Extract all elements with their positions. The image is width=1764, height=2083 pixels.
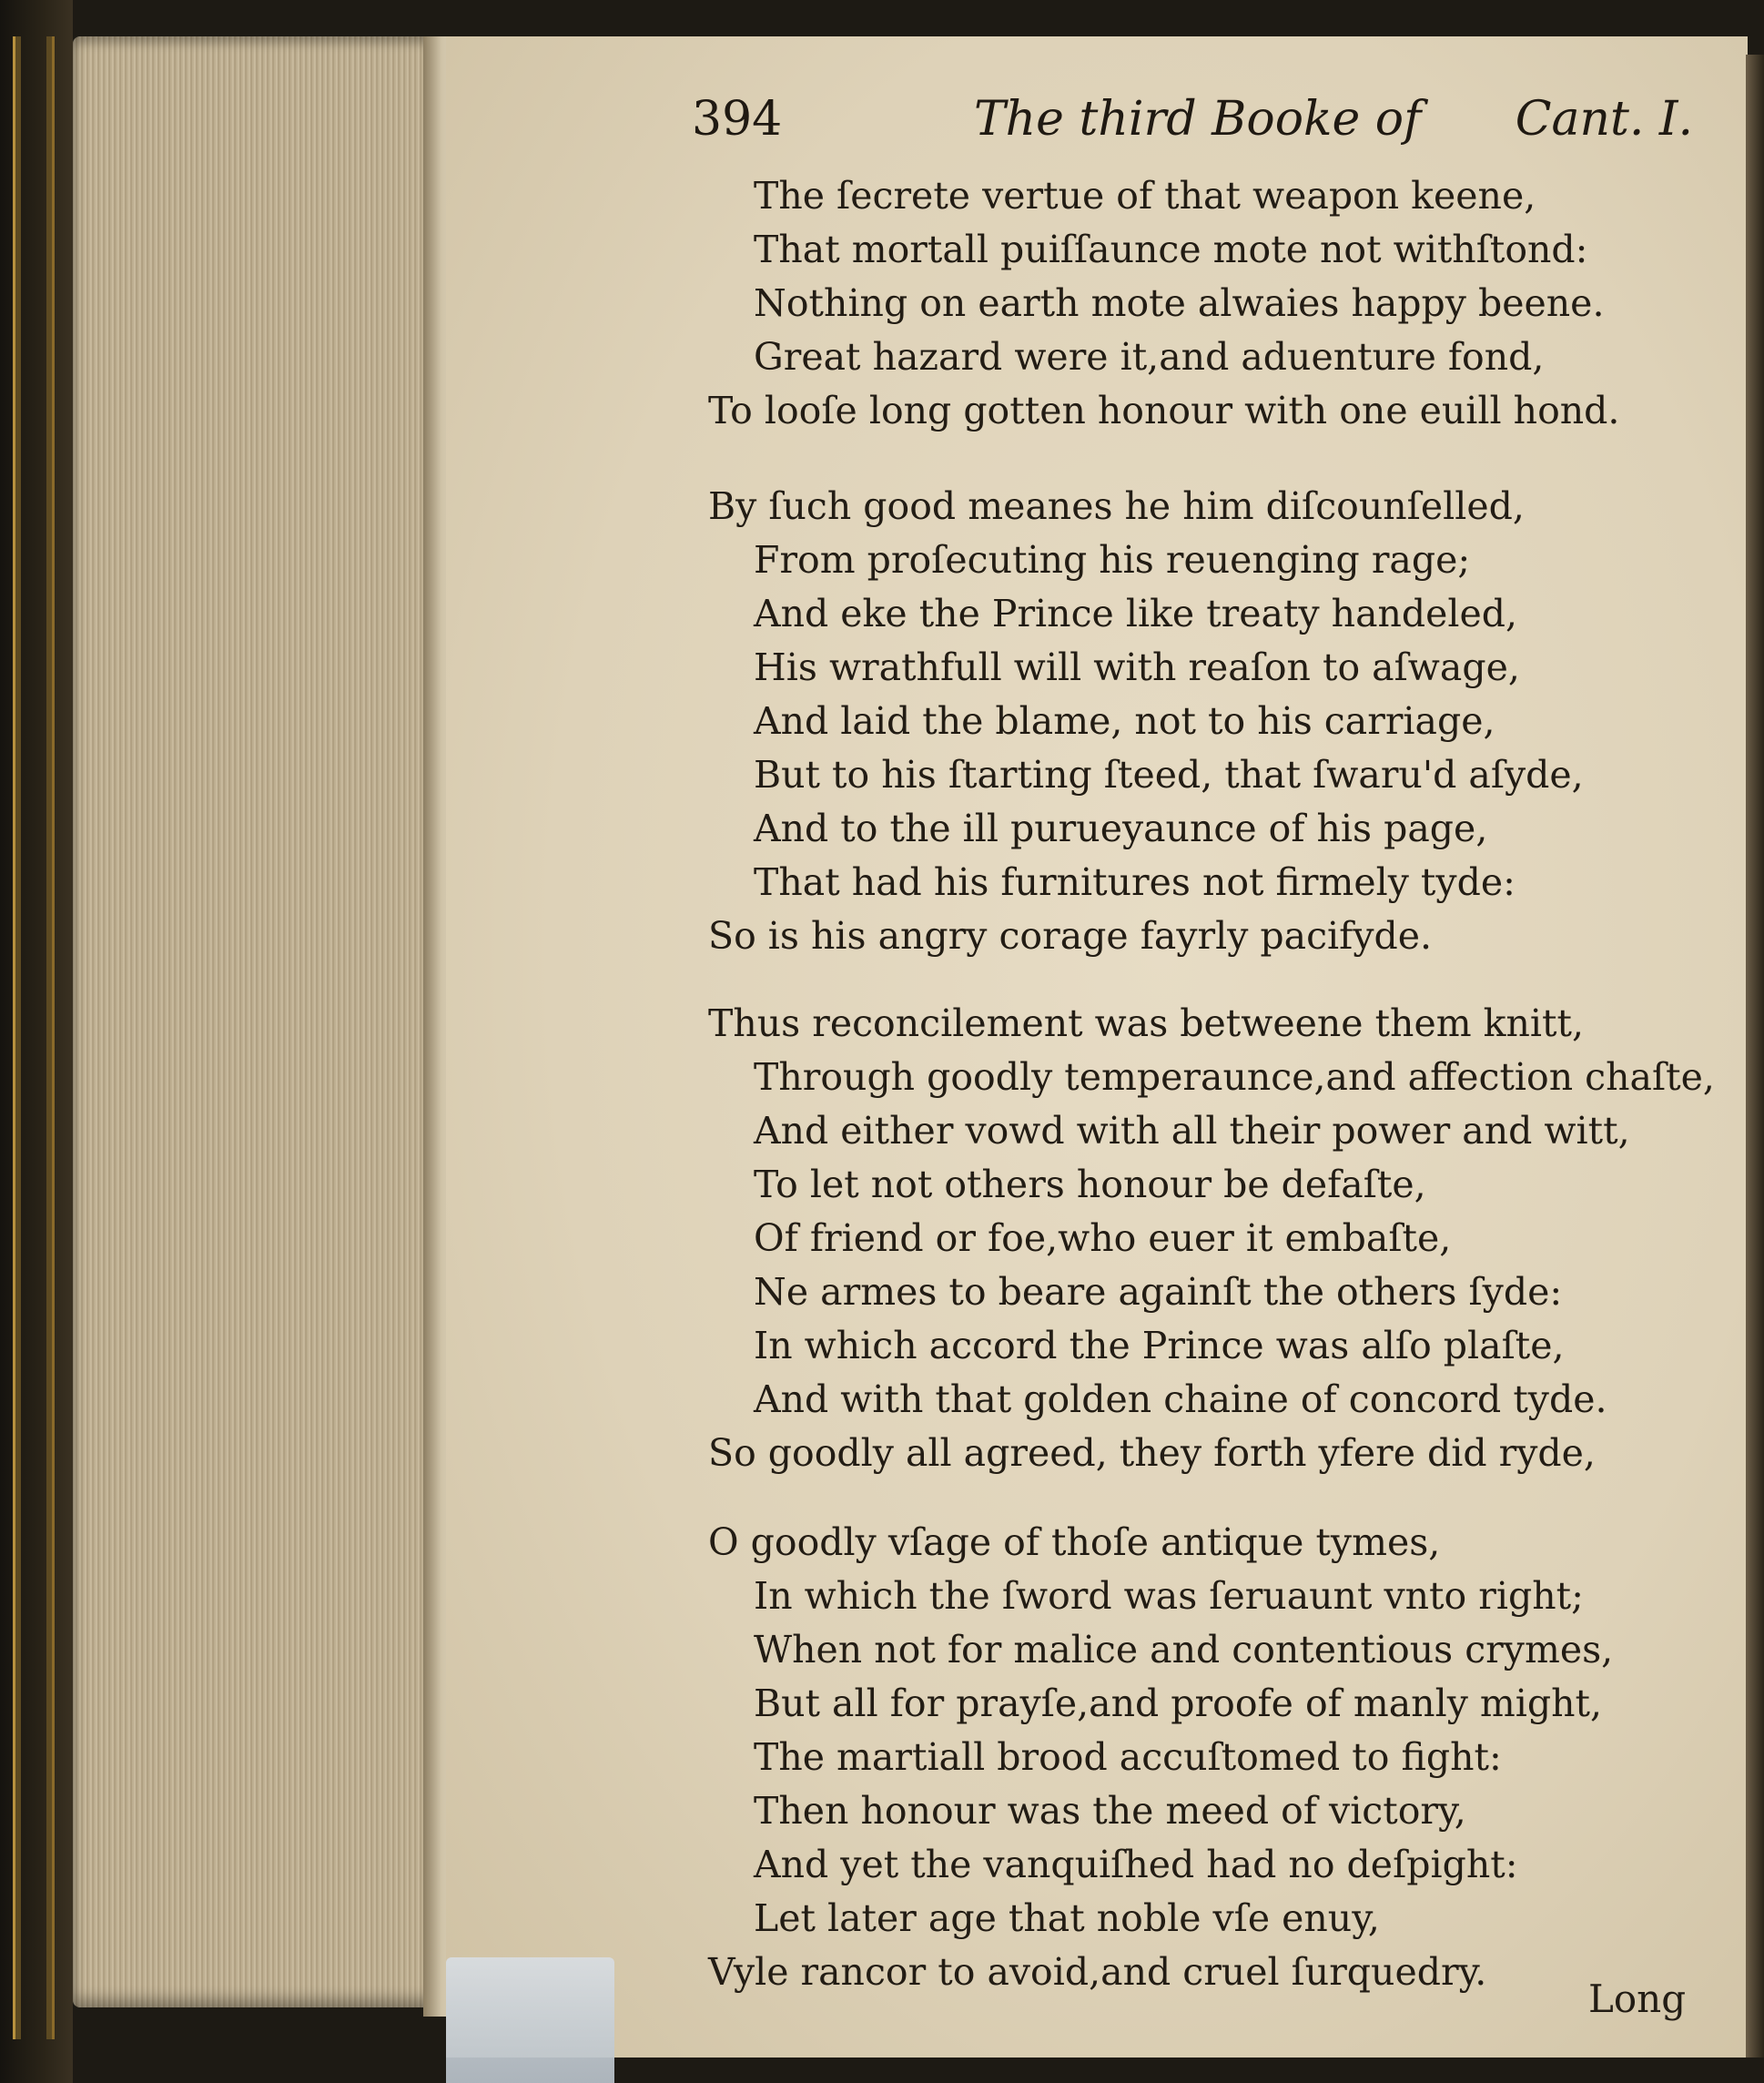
verse-line: Nothing on earth mote alwaies happy beene. (754, 281, 1605, 325)
verse-line: Thus reconcilement was betweene them knitt, (708, 1001, 1584, 1045)
verse-line: Great hazard were it,and aduenture fond, (754, 335, 1545, 379)
verse-line: His wrathfull will with reaſon to aſwage, (754, 645, 1520, 689)
verse-line: By ſuch good meanes he him diſcounſelled, (708, 484, 1525, 528)
verse-line: And to the ill purueyaunce of his page, (754, 807, 1488, 850)
verse-line: So goodly all agreed, they forth yfere did ryde, (708, 1431, 1596, 1475)
verse-line: When not for malice and contentious crymes, (754, 1628, 1614, 1671)
running-header (692, 93, 1693, 157)
verse-line: And with that golden chaine of concord tyde. (754, 1377, 1607, 1421)
book-cover-right (1746, 55, 1764, 2058)
page-edges (73, 36, 437, 2007)
verse-line: But all for prayſe,and proofe of manly might, (754, 1682, 1603, 1725)
verse-line: To let not others honour be defaſte, (754, 1163, 1426, 1206)
stanza-2 (708, 480, 1584, 963)
verse-line: O goodly vſage of thoſe antique tymes, (708, 1520, 1441, 1564)
book-cover-left (0, 0, 73, 2083)
verse-line: The ſecrete vertue of that weapon keene, (754, 174, 1536, 218)
page-number: 394 (692, 92, 783, 147)
verse-line: Ne armes to beare againſt the others ſyde: (754, 1270, 1563, 1314)
gilt-border-decoration (13, 36, 55, 2039)
verse-line: And eke the Prince like treaty handeled, (754, 592, 1518, 635)
verse-line: That had his furnitures not firmely tyde: (754, 860, 1516, 904)
verse-line: Through goodly temperaunce,and affection chaſte, (754, 1055, 1715, 1099)
stanza-3 (708, 997, 1715, 1480)
stanza-1 (708, 169, 1619, 438)
stanza-4 (708, 1516, 1613, 1999)
running-title: The third Booke of (974, 92, 1422, 147)
verse-line: So is his angry corage fayrly pacifyde. (708, 914, 1433, 958)
verse-line: Let later age that noble vſe enuy, (754, 1896, 1380, 1940)
verse-line: In which the ſword was ſeruaunt vnto right; (754, 1574, 1584, 1618)
verse-line: To looſe long gotten honour with one euill hond. (708, 389, 1620, 432)
catchword: Long (1588, 1976, 1687, 2021)
verse-line: From proſecuting his reuenging rage; (754, 538, 1471, 582)
verse-line: And laid the blame, not to his carriage, (754, 699, 1495, 743)
page-tab-marker (446, 1957, 614, 2083)
canto-label: Cant. I. (1515, 92, 1693, 147)
verse-line: Then honour was the meed of victory, (754, 1789, 1466, 1833)
verse-line: In which accord the Prince was alſo plaſte, (754, 1324, 1565, 1367)
verse-line: But to his ſtarting ſteed, that ſwaru'd aſyde, (754, 753, 1584, 797)
verse-line: That mortall puiſſaunce mote not withſtond: (754, 228, 1588, 271)
verse-line: And either vowd with all their power and witt, (754, 1109, 1630, 1153)
verse-line: Vyle rancor to avoid,and cruel ſurquedry. (708, 1950, 1487, 1994)
verse-line: Of friend or foe,who euer it embaſte, (754, 1216, 1452, 1260)
verse-line: The martiall brood accuſtomed to fight: (754, 1735, 1502, 1779)
verse-line: And yet the vanquiſhed had no deſpight: (754, 1843, 1518, 1886)
